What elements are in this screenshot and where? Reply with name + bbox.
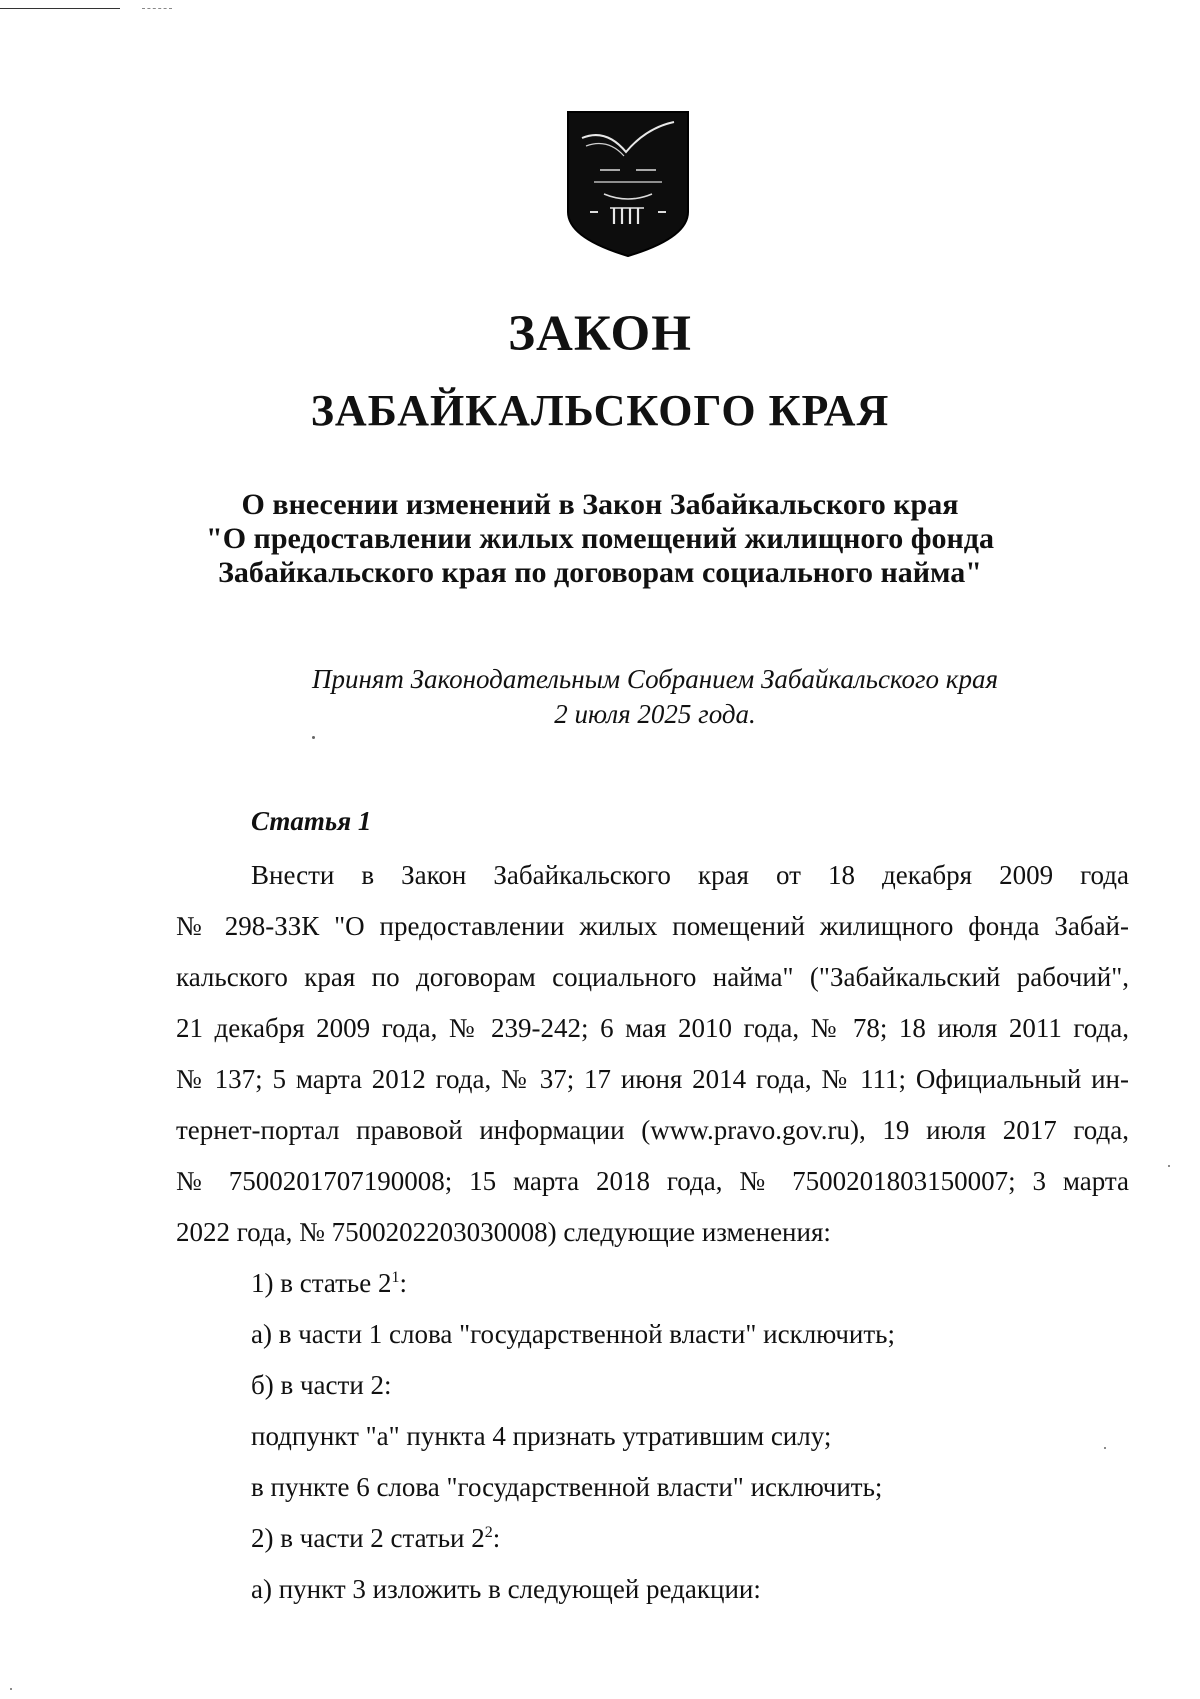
paragraph-line: № 137; 5 марта 2012 года, № 37; 17 июня 2014 года, № 111; Официальный ин- <box>176 1064 1129 1094</box>
scan-edge-dash <box>142 8 172 9</box>
scan-speck <box>1104 1447 1106 1449</box>
subtitle-line: Забайкальского края по договорам социального найма" <box>218 556 982 589</box>
paragraph-line: Внести в Закон Забайкальского края от 18 декабря 2009 года <box>251 860 1129 890</box>
adoption-date: 2 июля 2025 года. <box>554 699 756 729</box>
list-item <box>176 1513 1129 1564</box>
article-body <box>176 850 1129 1615</box>
adoption-note <box>270 662 1040 732</box>
list-item: подпункт "а" пункта 4 признать утратившим силу; <box>251 1421 832 1451</box>
paragraph-line: кальского края по договорам социального найма" ("Забайкальский рабочий", <box>176 962 1129 992</box>
paragraph-line: 21 декабря 2009 года, № 239-242; 6 мая 2010 года, № 78; 18 июля 2011 года, <box>176 1013 1129 1043</box>
list-item: а) в части 1 слова "государственной власти" исключить; <box>251 1319 895 1349</box>
scan-speck <box>10 1688 12 1690</box>
list-item-suffix: : <box>399 1268 407 1298</box>
document-title-line2: ЗАБАЙКАЛЬСКОГО КРАЯ <box>310 386 890 435</box>
superscript: 2 <box>484 1524 493 1541</box>
list-item: а) пункт 3 изложить в следующей редакции: <box>251 1574 761 1604</box>
subtitle-line: О внесении изменений в Закон Забайкальского края <box>241 488 959 521</box>
superscript: 1 <box>391 1269 400 1286</box>
zabaikalsky-krai-coat-of-arms-icon <box>564 108 692 258</box>
paragraph-line: тернет-портал правовой информации (www.pravo.gov.ru), 19 июля 2017 года, <box>176 1115 1129 1145</box>
paragraph-line: 2022 года, № 7500202203030008) следующие изменения: <box>176 1217 831 1247</box>
paragraph-line: № 298-ЗЗК "О предоставлении жилых помещений жилищного фонда Забай- <box>176 911 1129 941</box>
adoption-line: Принят Законодательным Собранием Забайкальского края <box>311 664 998 694</box>
list-item-suffix: : <box>492 1523 501 1553</box>
scan-speck <box>312 736 315 739</box>
scan-edge-line <box>0 8 120 9</box>
list-item: б) в части 2: <box>251 1370 392 1400</box>
list-item-text: 1) в статье 2 <box>251 1268 392 1298</box>
document-title-line1: ЗАКОН <box>508 306 692 362</box>
list-item-text: 2) в части 2 статьи 2 <box>251 1523 485 1553</box>
list-item <box>176 1258 1129 1309</box>
subtitle-line: "О предоставлении жилых помещений жилищного фонда <box>206 522 994 555</box>
list-item: в пункте 6 слова "государственной власти" исключить; <box>251 1472 883 1502</box>
law-subtitle <box>150 488 1050 590</box>
article-title: Статья 1 <box>251 806 372 836</box>
scan-speck <box>1168 1165 1170 1167</box>
paragraph-line: № 7500201707190008; 15 марта 2018 года, № 7500201803150007; 3 марта <box>176 1166 1129 1196</box>
